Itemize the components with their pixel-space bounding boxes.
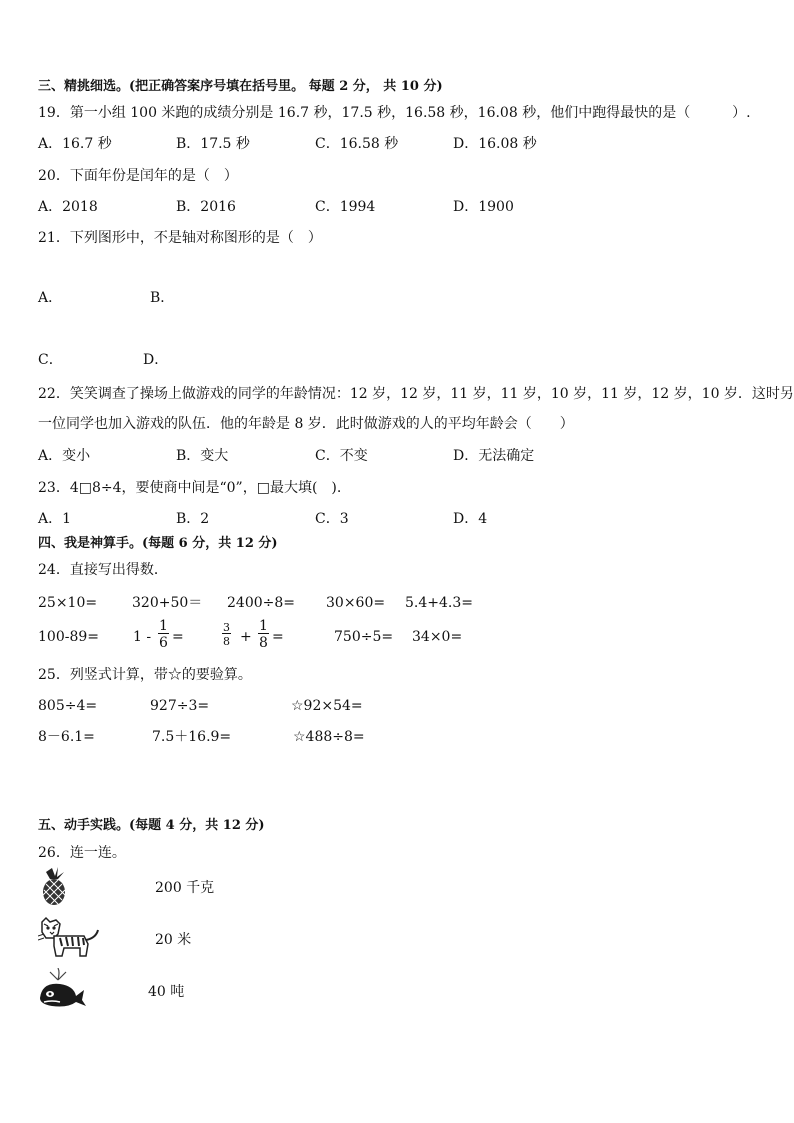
question-25-stem: 25．列竖式计算，带☆的要验算。	[38, 667, 252, 683]
unit-label-40t[interactable]: 40 吨	[148, 984, 185, 1000]
unit-label-200kg[interactable]: 200 千克	[155, 880, 215, 896]
calc-7.5plus16.9: 7.5＋16.9=	[152, 729, 232, 745]
q21-option-a: A．	[38, 290, 63, 306]
q19-option-c: C．16.58 秒	[315, 136, 399, 152]
question-21-stem: 21．下列图形中，不是轴对称图形的是（ ）	[38, 230, 322, 246]
calc-30x60: 30×60=	[326, 595, 386, 611]
calc-320plus50: 320+50＝	[132, 595, 203, 611]
calc-488div8-verify: ☆488÷8=	[293, 729, 365, 745]
plus-sign: +	[240, 629, 252, 645]
q23-option-d: D．4	[453, 511, 488, 527]
calc-750div5: 750÷5=	[334, 629, 394, 645]
fraction-denominator: 6	[159, 635, 168, 651]
calc-1-minus-prefix: 1 -	[133, 629, 152, 645]
q20-option-d: D．1900	[453, 199, 514, 215]
section-4-heading: 四、我是神算手。(每题 6 分，共 12 分)	[38, 536, 278, 551]
q21-option-d: D．	[143, 352, 169, 368]
fraction-three-eighths	[222, 622, 231, 647]
q22-option-d: D．无法确定	[453, 448, 535, 464]
fraction-denominator: 8	[259, 635, 268, 651]
question-19-stem: 19．第一小组 100 米跑的成绩分别是 16.7 秒，17.5 秒，16.58 秒，16.08 秒，他们中跑得最快的是（ ）.	[38, 105, 751, 121]
q20-option-a: A．2018	[38, 199, 98, 215]
question-20-stem: 20．下面年份是闰年的是（ ）	[38, 168, 238, 184]
calc-927div3: 927÷3=	[150, 698, 210, 714]
q20-option-b: B．2016	[176, 199, 236, 215]
question-24-stem: 24．直接写出得数．	[38, 562, 168, 578]
fraction-one-sixth	[158, 619, 169, 650]
q19-option-b: B．17.5 秒	[176, 136, 250, 152]
question-23-stem: 23．4□8÷4，要使商中间是“0”，□最大填( ).	[38, 480, 342, 496]
calc-805div4: 805÷4=	[38, 698, 98, 714]
calc-5.4plus4.3: 5.4+4.3=	[405, 595, 473, 611]
calc-25x10: 25×10=	[38, 595, 98, 611]
question-22-stem-line-2: 一位同学也加入游戏的队伍．他的年龄是 8 岁．此时做游戏的人的平均年龄会（ ）	[38, 416, 574, 432]
calc-100minus89: 100-89=	[38, 629, 99, 645]
q19-option-d: D．16.08 秒	[453, 136, 537, 152]
tiger-icon[interactable]	[38, 916, 102, 960]
q23-option-a: A．1	[38, 511, 72, 527]
calc-2400div8: 2400÷8=	[227, 595, 295, 611]
calc-34x0: 34×0=	[412, 629, 463, 645]
equals-sign: =	[172, 629, 184, 645]
question-22-stem-line-1: 22．笑笑调查了操场上做游戏的同学的年龄情况：12 岁，12 岁，11 岁，11 岁，10 岁，11 岁，12 岁，10 岁．这时另	[38, 386, 794, 402]
whale-icon[interactable]	[38, 968, 88, 1010]
unit-label-20m[interactable]: 20 米	[155, 932, 192, 948]
section-5-heading: 五、动手实践。(每题 4 分，共 12 分)	[38, 818, 265, 833]
q22-option-a: A．变小	[38, 448, 91, 464]
q19-option-a: A．16.7 秒	[38, 136, 112, 152]
q23-option-b: B．2	[176, 511, 210, 527]
q22-option-c: C．不变	[315, 448, 368, 464]
q22-option-b: B．变大	[176, 448, 229, 464]
q23-option-c: C．3	[315, 511, 349, 527]
q21-option-c: C．	[38, 352, 63, 368]
question-26-stem: 26．连一连。	[38, 845, 126, 861]
fraction-denominator: 8	[223, 635, 230, 648]
section-3-heading: 三、精挑细选。(把正确答案序号填在括号里。 每题 2 分， 共 10 分)	[38, 79, 443, 94]
calc-8minus6.1: 8－6.1=	[38, 729, 95, 745]
q21-option-b: B．	[150, 290, 175, 306]
q20-option-c: C．1994	[315, 199, 376, 215]
calc-92x54-verify: ☆92×54=	[291, 698, 363, 714]
fraction-numerator: 1	[259, 618, 268, 634]
fraction-numerator: 1	[159, 618, 168, 634]
pineapple-icon[interactable]	[38, 866, 72, 906]
fraction-numerator: 3	[223, 621, 230, 634]
fraction-one-eighth	[258, 619, 269, 650]
equals-sign: =	[272, 629, 284, 645]
